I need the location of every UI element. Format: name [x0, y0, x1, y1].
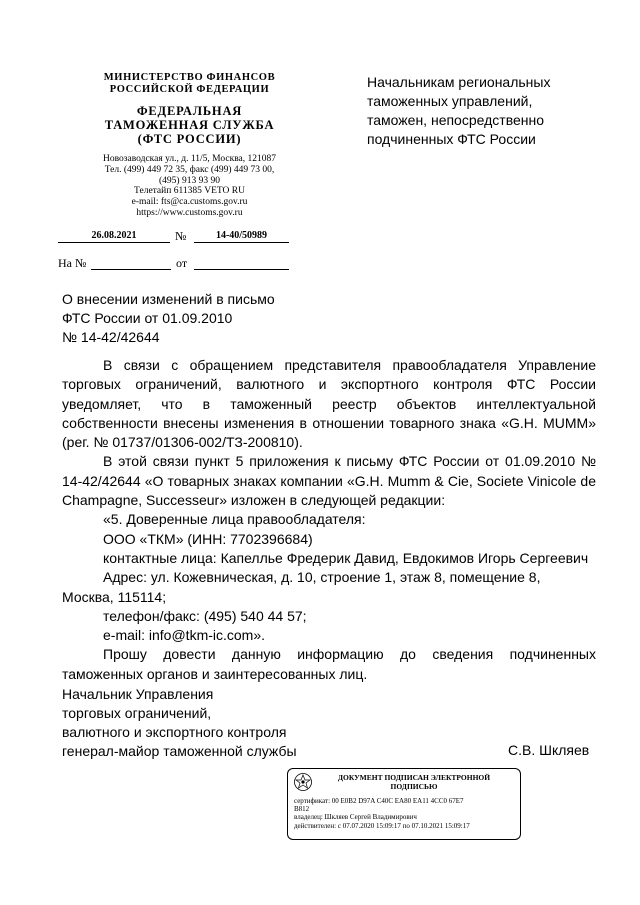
service-name [62, 104, 317, 146]
signer-name: С.В. Шкляев [508, 742, 590, 758]
electronic-signature-stamp [287, 768, 521, 840]
company-email: e-mail: info@tkm-ic.com». [103, 627, 266, 644]
recipient-block [367, 73, 597, 149]
company-address: Адрес: ул. Кожевническая, д. 10, строение 1, этаж 8, помещение 8, Москва, 115114; [62, 569, 541, 605]
organization-header [62, 72, 317, 219]
recipient-line-1: Начальникам региональных [367, 74, 551, 90]
stamp-title [315, 774, 513, 791]
ministry-name [62, 72, 317, 96]
signer-title [62, 685, 362, 761]
stamp-details [294, 797, 516, 830]
stamp-title-line-2: ПОДПИСЬЮ [390, 781, 438, 791]
certificate-owner: владелец: Шкляев Сергей Владимирович [294, 813, 417, 822]
trusted-persons-heading: «5. Доверенные лица правообладателя: [103, 511, 366, 528]
subject-line-1: О внесении изменений в письмо [62, 291, 275, 307]
website-address: https://www.customs.gov.ru [136, 207, 243, 218]
body-paragraph-2: В этой связи пункт 5 приложения к письму ФТС России от 01.09.2010 № 14-42/42644 «О товарных знаках компании «G.H. Mumm & Cie, Societe Vinicole de Champagne, Successeur» изложен в следующей редакции: [62, 453, 596, 509]
certificate-line-2: B812 [294, 805, 310, 814]
ministry-line-1: МИНИСТЕРСТВО ФИНАНСОВ [103, 72, 276, 83]
recipient-line-2: таможенных управлений, [367, 93, 533, 109]
contact-persons: контактные лица: Капеллье Фредерик Давид, Евдокимов Игорь Сергеевич [103, 549, 589, 566]
certificate-line-1: сертификат: 00 E0B2 D97A C40C EA80 EA11 4CC0 67E7 [294, 797, 464, 805]
stamp-title-line-1: ДОКУМЕНТ ПОДПИСАН ЭЛЕКТРОННОЙ [337, 773, 491, 782]
company-phone: телефон/факс: (495) 540 44 57; [103, 607, 307, 624]
body-paragraph-1: В связи с обращением представителя правообладателя Управление торговых ограничений, валютного и экспортного контроля ФТС России уведомляет, что в таможенный реестр объектов интеллектуальной собственности внесены изменения в отношении товарного знака «G.H. MUMM» (рег. № 01737/01306-002/ТЗ-200810). [62, 357, 596, 451]
phone-line-2: (495) 913 93 90 [159, 175, 220, 186]
emblem-icon [293, 772, 313, 792]
number-sign: № [175, 229, 187, 243]
signer-title-line-2: торговых ограничений, [62, 705, 212, 721]
ministry-line-2: РОССИЙСКОЙ ФЕДЕРАЦИИ [109, 84, 270, 95]
signer-title-line-4: генерал-майор таможенной службы [62, 743, 297, 759]
registration-block [58, 230, 298, 282]
signer-title-line-1: Начальник Управления [62, 686, 214, 702]
certificate-validity: действителен: с 07.07.2020 15:09:17 по 07.10.2021 15:09:17 [294, 821, 470, 830]
subject-line-2: ФТС России от 01.09.2010 [62, 310, 233, 326]
phone-line-1: Тел. (499) 449 72 35, факс (499) 449 73 00, [104, 164, 275, 175]
reference-date-blank [194, 269, 289, 270]
recipient-line-3: таможен, непосредственно [367, 112, 545, 128]
contact-details [62, 154, 317, 219]
recipient-line-4: подчиненных ФТС России [367, 131, 536, 147]
document-date: 26.08.2021 [58, 230, 170, 243]
subject-block [62, 290, 322, 347]
document-number: 14-40/50989 [194, 230, 289, 243]
service-line-1: ФЕДЕРАЛЬНАЯ [136, 104, 243, 118]
reference-label: На № [58, 256, 87, 270]
signer-title-line-3: валютного и экспортного контроля [62, 724, 287, 740]
postal-address: Новозаводская ул., д. 11/5, Москва, 121087 [102, 154, 277, 164]
teletype: Телетайп 611385 VETO RU [134, 186, 245, 197]
reference-from-label: от [176, 256, 188, 270]
company-name: ООО «ТКМ» (ИНН: 7702396684) [103, 530, 313, 547]
email-address: e-mail: fts@ca.customs.gov.ru [131, 197, 248, 208]
subject-line-3: № 14-42/42644 [62, 329, 160, 345]
body-paragraph-request: Прошу довести данную информацию до сведения подчиненных таможенных органов и заинтересованных лиц. [62, 646, 596, 682]
letter-body [62, 356, 596, 684]
service-line-2: ТАМОЖЕННАЯ СЛУЖБА [104, 118, 275, 132]
service-line-3: (ФТС РОССИИ) [137, 132, 242, 146]
reference-number-blank [91, 269, 171, 270]
